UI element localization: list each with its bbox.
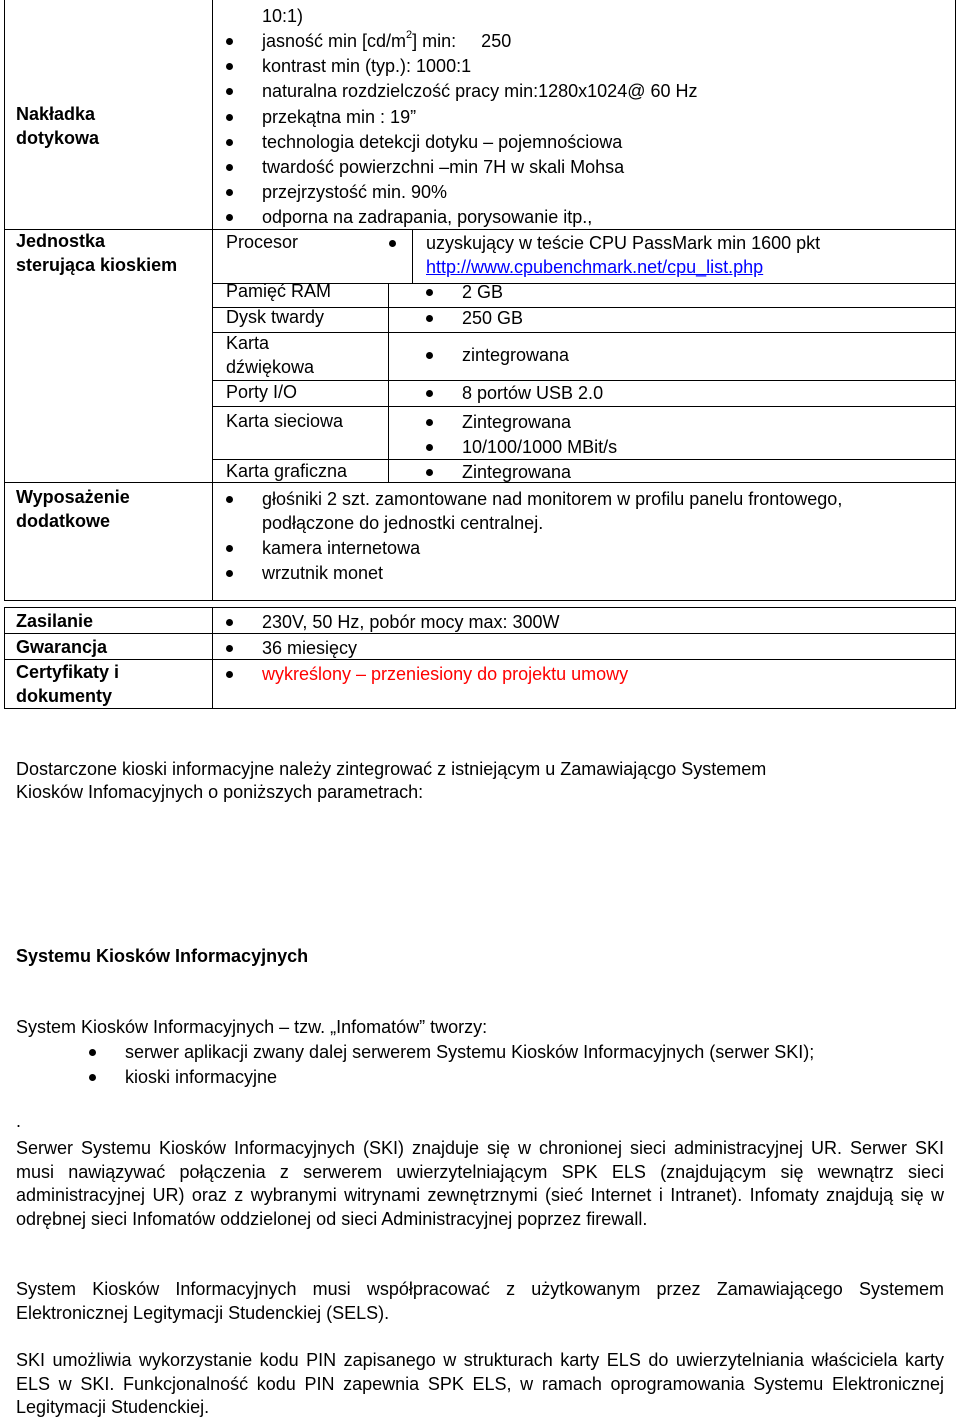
intro-line-2: Kiosków Infomacyjnych o poniższych parametrach: <box>16 782 424 802</box>
table-border-right <box>955 0 956 601</box>
overlay-transparency: przejrzystość min. 90% <box>262 182 448 202</box>
table2-border-bottom <box>4 708 956 709</box>
ports-value: 8 portów USB 2.0 <box>462 383 604 403</box>
contrast: kontrast min (typ.): 1000:1 <box>262 56 472 76</box>
paragraph-ski-network: Serwer Systemu Kiosków Informacyjnych (SKI) znajduje się w chronionej sieci administracyjnej UR. Serwer SKI musi nawiązywać połączenia z serwerem uwierzytelniającym SPK ELS (znajdującym się wewnątrz sieci administracyjnej UR) oraz z wybranymi witrynami zewnętrznymi (sieć Internet i Intranet). Infomaty znajdują się w odrębnej sieci Infomatów oddzielonej od sieci Administracyjnej poprzez firewall. <box>16 1138 944 1229</box>
table2-border-mid <box>212 607 213 709</box>
graphics-label: Karta graficzna <box>226 461 348 481</box>
brightness-sup: 2 <box>406 29 413 41</box>
bullet-dot <box>89 1049 96 1056</box>
certs-label-2: dokumenty <box>16 686 113 706</box>
cpu-label: Procesor <box>226 232 299 252</box>
row-divider <box>4 229 956 230</box>
bullet-dot <box>226 570 233 577</box>
network-label: Karta sieciowa <box>226 411 344 431</box>
label-overlay-2: dotykowa <box>16 128 100 148</box>
bullet-dot <box>226 671 233 678</box>
label-extra-1: Wyposażenie <box>16 487 130 507</box>
bullet-dot <box>226 88 233 95</box>
inner-grid-h <box>212 459 956 460</box>
sound-label-1: Karta <box>226 333 270 353</box>
certs-label-1: Certyfikaty i <box>16 662 120 682</box>
resolution: naturalna rozdzielczość pracy min:1280x1024@ 60 Hz <box>262 81 698 101</box>
table2-border-left <box>4 607 5 709</box>
bullet-dot <box>226 545 233 552</box>
disk-label: Dysk twardy <box>226 307 325 327</box>
bullet-dot <box>226 214 233 221</box>
bullet-dot <box>426 315 433 322</box>
ports-label: Porty I/O <box>226 382 298 402</box>
network-value-1: Zintegrowana <box>462 412 572 432</box>
bullet-dot <box>226 645 233 652</box>
bullet-dot <box>426 289 433 296</box>
brightness-pre: jasność min [cd/m <box>262 31 407 51</box>
inner-grid-h <box>212 380 956 381</box>
bullet-dot <box>226 619 233 626</box>
label-control-unit-2: sterująca kioskiem <box>16 255 178 275</box>
brightness-post: ] min: 250 <box>412 31 512 51</box>
inner-grid-v <box>412 229 413 283</box>
warranty-value: 36 miesięcy <box>262 638 358 658</box>
bullet-dot <box>226 189 233 196</box>
bullet-dot <box>426 419 433 426</box>
overlay-hardness: twardość powierzchni –min 7H w skali Mohsa <box>262 157 625 177</box>
system-intro: System Kiosków Informacyjnych – tzw. „Infomatów” tworzy: <box>16 1017 488 1037</box>
sound-value: zintegrowana <box>462 345 570 365</box>
cpubenchmark-link[interactable]: http://www.cpubenchmark.net/cpu_list.php <box>426 257 764 277</box>
contrast-ratio-tail: 10:1) <box>262 6 304 26</box>
speakers-1: głośniki 2 szt. zamontowane nad monitorem w profilu panelu frontowego, <box>262 489 843 509</box>
table2-border-top <box>4 607 956 608</box>
section-heading: Systemu Kiosków Informacyjnych <box>16 946 309 966</box>
camera: kamera internetowa <box>262 538 421 558</box>
overlay-scratch: odporna na zadrapania, porysowanie itp., <box>262 207 593 227</box>
power-value: 230V, 50 Hz, pobór mocy max: 300W <box>262 612 560 632</box>
bullet-dot <box>226 114 233 121</box>
brightness <box>262 31 511 52</box>
inner-grid-v <box>388 283 389 483</box>
table-border-left <box>4 0 5 601</box>
ram-label: Pamięć RAM <box>226 281 332 301</box>
paragraph-sels: System Kiosków Informacyjnych musi współpracować z użytkowanym przez Zamawiającego Systemem Elektronicznej Legitymacji Studenckiej (SELS). <box>16 1279 944 1323</box>
bullet-dot <box>226 139 233 146</box>
bullet-dot <box>389 240 396 247</box>
warranty-label: Gwarancja <box>16 637 108 657</box>
overlay-diagonal: przekątna min : 19” <box>262 107 417 127</box>
bullet-dot <box>89 1074 96 1081</box>
table2-row-divider <box>4 659 956 660</box>
bullet-dot <box>226 38 233 45</box>
label-control-unit-1: Jednostka <box>16 231 106 251</box>
table2-row-divider <box>4 633 956 634</box>
inner-grid-h <box>212 332 956 333</box>
certs-value: wykreślony – przeniesiony do projektu umowy <box>262 664 629 684</box>
table2-border-right <box>955 607 956 709</box>
ram-value: 2 GB <box>462 282 504 302</box>
label-overlay-1: Nakładka <box>16 104 96 124</box>
bullet-dot <box>226 496 233 503</box>
disk-value: 250 GB <box>462 308 524 328</box>
network-value-2: 10/100/1000 MBit/s <box>462 437 618 457</box>
paragraph-pin: SKI umożliwia wykorzystanie kodu PIN zapisanego w strukturach karty ELS do uwierzytelniania właściciela karty ELS w SKI. Funkcjonalność kodu PIN zapewnia SPK ELS, w ramach oprogramowania Systemu Elektronicznej Legitymacji Studenckiej. <box>16 1350 944 1417</box>
overlay-tech: technologia detekcji dotyku – pojemnościowa <box>262 132 623 152</box>
bullet-dot <box>226 164 233 171</box>
system-item-server: serwer aplikacji zwany dalej serwerem Systemu Kiosków Informacyjnych (serwer SKI); <box>125 1042 815 1062</box>
graphics-value: Zintegrowana <box>462 462 572 482</box>
cpu-value: uzyskujący w teście CPU PassMark min 1600 pkt <box>426 233 821 253</box>
bullet-dot <box>426 469 433 476</box>
speakers-2: podłączone do jednostki centralnej. <box>262 513 544 533</box>
inner-grid-h <box>212 406 956 407</box>
stray-dot: . <box>16 1111 22 1131</box>
system-item-kiosks: kioski informacyjne <box>125 1067 278 1087</box>
bullet-dot <box>226 63 233 70</box>
coin-slot: wrzutnik monet <box>262 563 384 583</box>
bullet-dot <box>426 390 433 397</box>
power-label: Zasilanie <box>16 611 94 631</box>
table-border-mid <box>212 0 213 601</box>
intro-line-1: Dostarczone kioski informacyjne należy zintegrować z istniejącym u Zamawiającgo Systemem <box>16 759 767 779</box>
bullet-dot <box>426 352 433 359</box>
table-border-bottom <box>4 600 956 601</box>
sound-label-2: dźwiękowa <box>226 357 315 377</box>
label-extra-2: dodatkowe <box>16 511 111 531</box>
bullet-dot <box>426 444 433 451</box>
